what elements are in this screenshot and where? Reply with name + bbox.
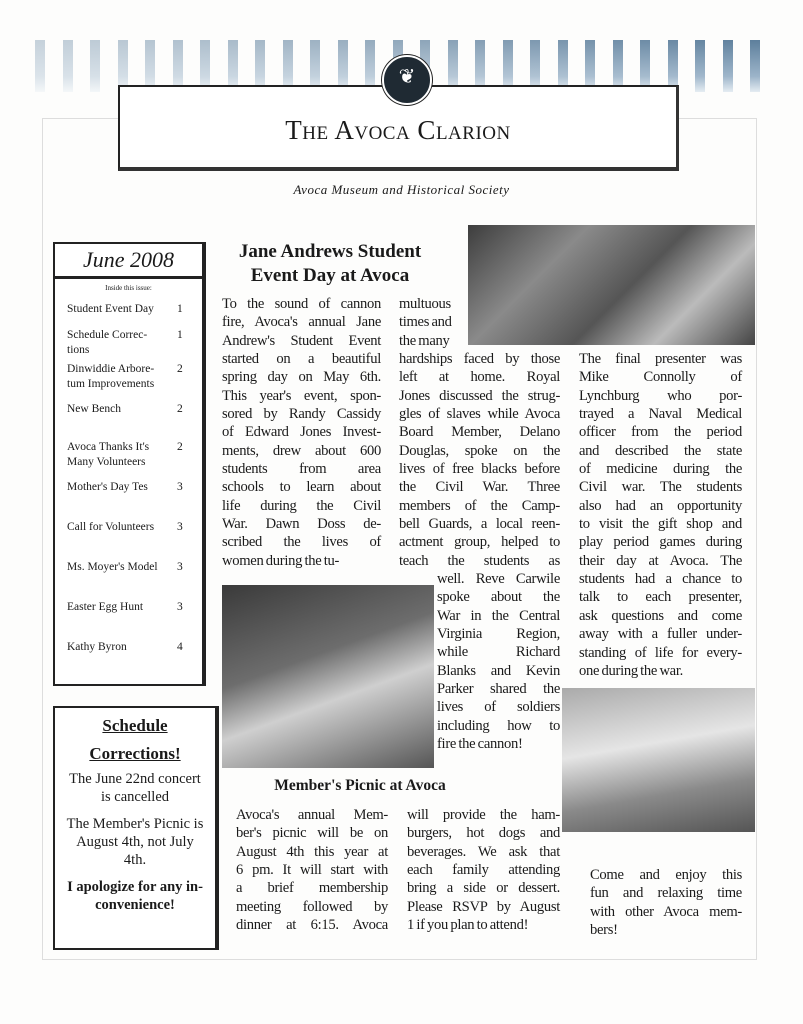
text-line: Lynchburg who por-: [579, 387, 742, 404]
text-line: Douglas, spoke on the: [399, 442, 560, 459]
toc-item-label: New Bench: [67, 403, 121, 415]
text-line: of medicine during the: [579, 461, 742, 478]
picnic-column-2: [407, 806, 560, 934]
toc-item-label: Student Event Day: [67, 303, 154, 315]
text-line: left at home. Royal: [399, 369, 560, 386]
newsletter-title: The Avoca Clarion: [285, 115, 511, 145]
text-line: convenience!: [95, 897, 175, 914]
toc-item[interactable]: [67, 520, 195, 535]
text-line: lives of soldiers: [437, 699, 560, 716]
article-column-1: [222, 295, 381, 570]
toc-item-page: 2: [177, 363, 183, 375]
picnic-column-1: [236, 806, 388, 934]
text-line: This year's event, spon-: [222, 387, 381, 404]
text-line: started on a beautiful: [222, 351, 381, 368]
text-line: away with a fuller under-: [579, 626, 742, 643]
text-line: members of the Camp-: [399, 497, 560, 514]
text-line: Virginia Region,: [437, 626, 560, 643]
text-line: Mike Connolly of: [579, 369, 742, 386]
toc-item[interactable]: [67, 402, 195, 417]
text-line: each family attending: [407, 862, 560, 879]
text-line: spring day on May 6th.: [222, 369, 381, 386]
text-line: multuous: [399, 296, 451, 312]
text-line: ments, drew about 600: [222, 442, 381, 459]
schedule-heading-2: Corrections!: [89, 744, 181, 763]
text-line: and described the state: [579, 442, 742, 459]
text-line: a brief membership: [236, 880, 388, 897]
toc-item[interactable]: [67, 600, 195, 615]
feather-emblem-icon: ❦: [382, 55, 432, 105]
text-line: their day at Avoca. The: [579, 552, 742, 569]
text-line: Andrew's Student Event: [222, 332, 381, 349]
text-line: to visit the gift shop and: [579, 516, 742, 533]
masthead-stripe: [63, 40, 73, 92]
issue-date: June 2008: [55, 244, 202, 279]
text-line: To the sound of cannon: [222, 296, 381, 312]
article-column-2-continued: [437, 570, 560, 753]
text-line: including how to: [437, 717, 560, 734]
text-line: the many: [399, 332, 450, 349]
toc-item-label: Mother's Day Tes: [67, 481, 148, 493]
text-line: fun and relaxing time: [590, 885, 742, 902]
toc-item[interactable]: [67, 440, 195, 470]
text-line: Blanks and Kevin: [437, 662, 560, 679]
toc-item-label: Easter Egg Hunt: [67, 601, 144, 613]
text-line: beverages. We ask that: [407, 843, 560, 860]
text-line: Come and enjoy this: [590, 867, 742, 883]
text-line: is cancelled: [100, 789, 170, 806]
text-line: talk to each presenter,: [579, 589, 742, 606]
schedule-note-picnic: [55, 815, 215, 870]
text-line: burgers, hot dogs and: [407, 825, 560, 842]
text-line: 6 pm. It will start with: [236, 862, 388, 879]
text-line: will provide the ham-: [407, 807, 560, 823]
text-line: bers!: [590, 922, 618, 939]
newsletter-subtitle: Avoca Museum and Historical Society: [293, 182, 510, 197]
toc-item-page: 3: [177, 601, 183, 613]
text-line: Avoca's annual Mem-: [236, 807, 388, 823]
text-line: schools to learn about: [222, 479, 381, 496]
text-line: trayed a Naval Medical: [579, 406, 742, 423]
text-line: times and: [399, 314, 452, 331]
text-line: ask questions and come: [579, 607, 742, 624]
text-line: dinner at 6:15. Avoca: [236, 917, 388, 934]
text-line: also had an opportunity: [579, 497, 742, 514]
text-line: one during the war.: [579, 662, 683, 679]
toc-item-label: Dinwiddie Arbore- tum Improvements: [67, 363, 155, 390]
inside-label: Inside this issue:: [105, 284, 152, 292]
text-line: meeting followed by: [236, 898, 388, 915]
masthead-stripe: [750, 40, 760, 92]
text-line: The final presenter was: [579, 351, 742, 367]
text-line: of Edward Jones Invest-: [222, 424, 381, 441]
text-line: bell Guards, a local reen-: [399, 516, 560, 533]
text-line: well. Reve Carwile: [437, 571, 560, 587]
text-line: August 4th this year at: [236, 843, 388, 860]
text-line: Jones discussed the strug-: [399, 387, 560, 404]
text-line: ber's picnic will be on: [236, 825, 388, 842]
schedule-apology: [55, 878, 215, 915]
picnic-heading: Member's Picnic at Avoca: [274, 777, 446, 794]
article-column-3: [579, 350, 742, 680]
photo-presenter-students: [222, 585, 434, 768]
text-line: lives of free blacks before: [399, 461, 560, 478]
text-line: I apologize for any in-: [67, 878, 203, 895]
masthead-stripe: [695, 40, 705, 92]
text-line: August 4th, not July: [76, 834, 194, 851]
masthead-stripe: [90, 40, 100, 92]
toc-item-page: 1: [177, 329, 183, 341]
toc-item-page: 2: [177, 403, 183, 415]
text-line: officer from the period: [579, 424, 742, 441]
toc-item-label: Avoca Thanks It's Many Volunteers: [67, 441, 150, 468]
toc-item[interactable]: [67, 640, 195, 655]
toc-item-label: Ms. Moyer's Model: [67, 561, 158, 573]
text-line: bring a side or dessert.: [407, 880, 560, 897]
toc-item-page: 3: [177, 521, 183, 533]
text-line: while Richard: [437, 644, 560, 661]
text-line: Board Member, Delano: [399, 424, 560, 441]
text-line: with other Avoca mem-: [590, 903, 742, 920]
photo-cannon-firing: [562, 688, 755, 832]
text-line: 4th.: [123, 852, 147, 869]
text-line: Civil war. The students: [579, 479, 742, 496]
text-line: spoke about the: [437, 589, 560, 606]
text-line: gles of slaves while Avoca: [399, 406, 560, 423]
toc-item[interactable]: [67, 302, 195, 317]
masthead-stripe: [35, 40, 45, 92]
text-line: Parker shared the: [437, 681, 560, 698]
article-column-2-top: [399, 295, 465, 350]
text-line: fire, Avoca's annual Jane: [222, 314, 381, 331]
text-line: fire the cannon!: [437, 736, 523, 753]
schedule-note-concert: [55, 770, 215, 807]
text-line: women during the tu-: [222, 552, 340, 569]
photo-reenactors: [468, 225, 755, 345]
toc-item-label: Call for Volunteers: [67, 521, 155, 533]
toc-item-page: 2: [177, 441, 183, 453]
table-of-contents: [53, 242, 206, 686]
toc-item[interactable]: [67, 480, 195, 495]
article-headline: [222, 240, 438, 288]
schedule-heading: Schedule: [102, 716, 168, 735]
text-line: 1 if you plan to attend!: [407, 917, 529, 934]
toc-item[interactable]: [67, 362, 195, 392]
toc-item-page: 4: [177, 641, 183, 653]
toc-item-page: 3: [177, 481, 183, 493]
text-line: War in the Central: [437, 607, 560, 624]
text-line: the Civil War. Three: [399, 479, 560, 496]
text-line: play period games during: [579, 534, 742, 551]
text-line: students had a chance to: [579, 571, 742, 588]
text-line: sored by Randy Cassidy: [222, 406, 381, 423]
text-line: scribed the lives of: [222, 534, 381, 551]
toc-item-page: 1: [177, 303, 183, 315]
article-column-2: [399, 350, 560, 570]
text-line: teach the students as: [399, 552, 560, 569]
toc-item-page: 3: [177, 561, 183, 573]
headline-line: Jane Andrews Student: [238, 241, 422, 262]
toc-item[interactable]: [67, 560, 195, 575]
masthead-stripe: [723, 40, 733, 92]
schedule-corrections-box: [53, 706, 219, 950]
text-line: Please RSVP by August: [407, 898, 560, 915]
text-line: War. Dawn Doss de-: [222, 516, 381, 533]
toc-item-label: Kathy Byron: [67, 641, 127, 653]
picnic-column-3: [590, 866, 742, 939]
text-line: students from area: [222, 461, 381, 478]
text-line: life during the Civil: [222, 497, 381, 514]
toc-item[interactable]: [67, 328, 195, 358]
text-line: standing of life for every-: [579, 644, 742, 661]
text-line: The June 22nd concert: [69, 771, 201, 787]
toc-item-label: Schedule Correc- tions: [67, 329, 148, 356]
headline-line: Event Day at Avoca: [250, 265, 410, 286]
text-line: actment group, helped to: [399, 534, 560, 551]
text-line: The Member's Picnic is: [66, 815, 204, 832]
text-line: hardships faced by those: [399, 351, 560, 367]
